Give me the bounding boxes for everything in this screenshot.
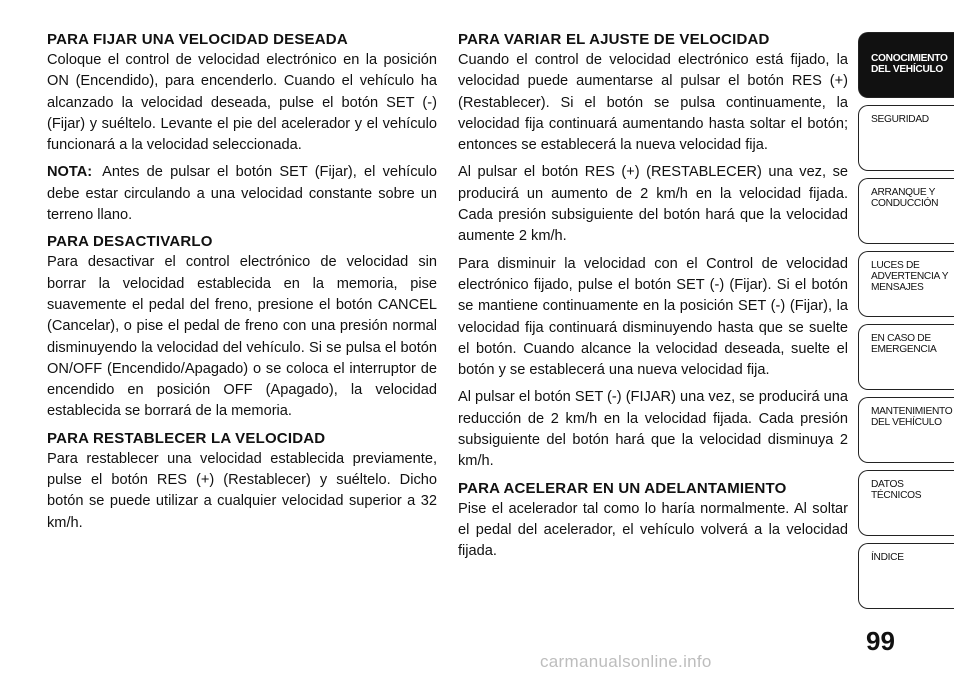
body-paragraph: Para disminuir la velocidad con el Control de velocidad electrónico fijado, pulse el botón SET (-) (Fijar). Si el botón se mantiene continuamente en la posición SET (-) (Fijar), la velocidad fija continuará disminuyendo hasta que se suelte el botón. Cuando alcance la velocidad deseada, suelte el botón y se establecerá una nueva velocidad fija.: [458, 255, 848, 379]
tab-label: DATOS TÉCNICOS: [871, 479, 922, 501]
tab-en-caso-de[interactable]: [858, 324, 954, 390]
tab-datos[interactable]: [858, 470, 954, 536]
tab-label: SEGURIDAD: [871, 114, 929, 125]
right-column: [458, 30, 848, 569]
page-number: 99: [866, 626, 895, 656]
section-tabs: [858, 32, 954, 616]
left-column: [47, 30, 437, 540]
tab-índice[interactable]: [858, 543, 954, 609]
tab-luces-de[interactable]: [858, 251, 954, 317]
tab-label: ARRANQUE Y CONDUCCIÓN: [871, 187, 939, 209]
section-heading: PARA RESTABLECER LA VELOCIDAD: [47, 429, 326, 447]
section-heading: PARA ACELERAR EN UN ADELANTAMIENTO: [458, 479, 787, 497]
body-paragraph: Cuando el control de velocidad electrónico está fijado, la velocidad puede aumentarse al pulsar el botón RES (+) (Restablecer). Si el botón se pulsa continuamente, la velocidad fija continuará aumentando hasta soltar el botón; entonces se establecerá la nueva velocidad fija.: [458, 52, 848, 154]
section-heading: PARA DESACTIVARLO: [47, 233, 213, 251]
body-paragraph: Coloque el control de velocidad electrónico en la posición ON (Encendido), para encenderlo. Cuando el vehículo ha alcanzado la velocidad deseada, pulse el botón SET (-) (Fijar) y suéltelo. Levante el pie del acelerador y el vehículo funcionará a la velocidad seleccionada.: [47, 52, 437, 154]
tab-arranque-y[interactable]: [858, 178, 954, 244]
tab-conocimiento[interactable]: [858, 32, 954, 98]
body-paragraph: Al pulsar el botón RES (+) (RESTABLECER) una vez, se producirá un aumento de 2 km/h en la velocidad fijada. Cada presión subsiguiente del botón hará que la velocidad aumente 2 km/h.: [458, 164, 848, 245]
tab-label: EN CASO DE EMERGENCIA: [871, 333, 937, 355]
note-label: NOTA:: [47, 164, 93, 181]
tab-mantenimiento[interactable]: [858, 397, 954, 463]
section-heading: PARA VARIAR EL AJUSTE DE VELOCIDAD: [458, 31, 770, 48]
note-text: Antes de pulsar el botón SET (Fijar), el vehículo debe estar circulando a una velocidad constante sobre un terreno llano.: [47, 164, 437, 224]
watermark-text: carmanualsonline.info: [540, 652, 712, 671]
tab-label: LUCES DE ADVERTENCIA Y MENSAJES: [871, 260, 949, 293]
section-heading: PARA FIJAR UNA VELOCIDAD DESEADA: [47, 31, 348, 48]
tab-label: CONOCIMIENTO DEL VEHÍCULO: [871, 53, 948, 75]
tab-label: MANTENIMIENTO DEL VEHÍCULO: [871, 406, 953, 428]
body-paragraph: Al pulsar el botón SET (-) (FIJAR) una vez, se producirá una reducción de 2 km/h en la velocidad fijada. Cada presión subsiguiente del botón hará que la velocidad disminuya 2 km/h.: [458, 389, 848, 470]
note-paragraph: [47, 162, 437, 226]
body-paragraph: Pise el acelerador tal como lo haría normalmente. Al soltar el pedal del acelerador, el vehículo volverá a la velocidad fijada.: [458, 500, 848, 560]
tab-seguridad[interactable]: [858, 105, 954, 171]
tab-label: ÍNDICE: [871, 552, 904, 563]
body-paragraph: Para desactivar el control electrónico de velocidad sin borrar la velocidad establecida en la memoria, pise suavemente el pedal del freno, presione el botón CANCEL (Cancelar), o pise el pedal de freno con una presión normal disminuyendo la velocidad del vehículo. Si se pulsa el botón ON/OFF (Encendido/Apagado) o se coloca el interruptor de encendido en posición OFF (Apagado), la velocidad establecida se borrará de la memoria.: [47, 254, 437, 420]
body-paragraph: Para restablecer una velocidad establecida previamente, pulse el botón RES (+) (Restablecer) y suéltelo. Dicho botón se puede utilizar a cualquier velocidad superior a 32 km/h.: [47, 450, 437, 531]
